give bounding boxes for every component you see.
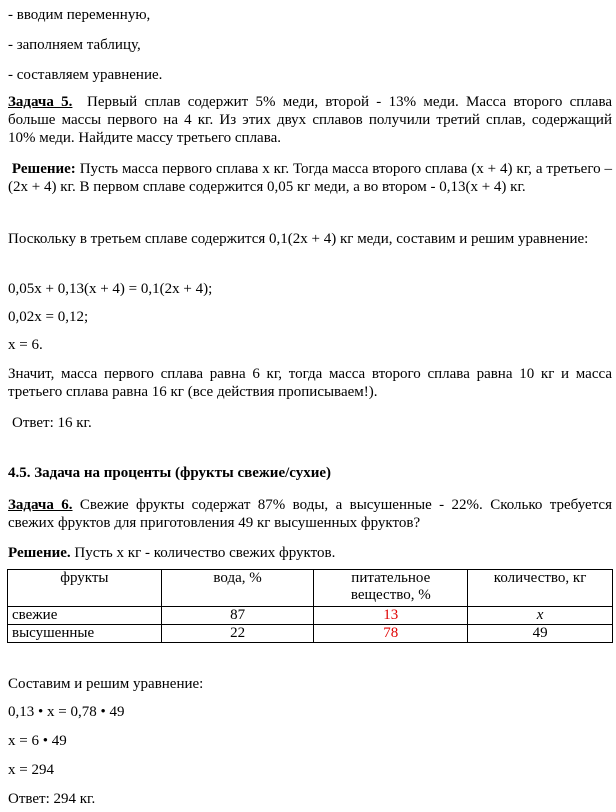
task6-equation-3: x = 294: [8, 762, 54, 778]
task5-equation-1: 0,05x + 0,13(x + 4) = 0,1(2x + 4);: [8, 281, 213, 297]
cell-water: 22: [161, 625, 314, 643]
task5-text: Первый сплав содержит 5% меди, второй - 13% меди. Масса второго сплава больше массы первого на 4 кг. Из этих двух сплавов получили третий сплав, содержащий 10% меди. Найдите массу третьего сплава.: [8, 94, 612, 146]
cell-nutrient: 13: [314, 607, 468, 625]
table-row: [8, 607, 613, 625]
cell-amount: 49: [468, 625, 613, 643]
task5-solution-label: Решение:: [11, 161, 76, 177]
cell-name: свежие: [8, 607, 162, 625]
step-equation: - составляем уравнение.: [8, 67, 163, 83]
task5-statement: [8, 93, 612, 147]
task6-solution-label: Решение.: [8, 545, 71, 561]
task6-label: Задача 6.: [8, 497, 73, 513]
task5-solution: [8, 160, 612, 196]
cell-name: высушенные: [8, 625, 162, 643]
task5-conclusion: Значит, масса первого сплава равна 6 кг, тогда масса второго сплава равна 10 кг и масса третьего сплава равна 16 кг (все действия прописываем!).: [8, 366, 612, 400]
table-row: [8, 625, 613, 643]
task5-solution-text: Пусть масса первого сплава x кг. Тогда масса второго сплава (x + 4) кг, а третьего – (2x + 4) кг. В первом сплаве содержится 0,05 кг меди, а во втором - 0,13(x + 4) кг.: [8, 161, 613, 195]
cell-amount: x: [468, 607, 613, 625]
fruits-table: [7, 569, 613, 643]
task5-paragraph: Поскольку в третьем сплаве содержится 0,1(2x + 4) кг меди, составим и решим уравнение:: [8, 231, 589, 247]
cell-nutrient: 78: [314, 625, 468, 643]
task6-compose: Составим и решим уравнение:: [8, 676, 204, 692]
cell-water: 87: [161, 607, 314, 625]
task6-answer: Ответ: 294 кг.: [8, 791, 96, 807]
header-nutrient: питательное вещество, %: [314, 570, 468, 607]
task6-equation-2: x = 6 • 49: [8, 733, 67, 749]
task5-equation-2: 0,02x = 0,12;: [8, 309, 89, 325]
section-heading: 4.5. Задача на проценты (фрукты свежие/сухие): [8, 465, 332, 481]
task5-equation-3: x = 6.: [8, 337, 43, 353]
table-header-row: [8, 570, 613, 607]
task5-answer: Ответ: 16 кг.: [12, 415, 92, 431]
task6-solution-text: Пусть x кг - количество свежих фруктов.: [74, 545, 336, 561]
task6-statement: [8, 496, 612, 532]
header-fruits: фрукты: [8, 570, 162, 607]
task6-solution: [8, 544, 335, 562]
task6-text: Свежие фрукты содержат 87% воды, а высушенные - 22%. Сколько требуется свежих фруктов для приготовления 49 кг высушенных фруктов?: [8, 497, 612, 531]
step-variable: - вводим переменную,: [8, 7, 151, 23]
header-amount: количество, кг: [468, 570, 613, 607]
step-table: - заполняем таблицу,: [8, 37, 141, 53]
header-water: вода, %: [161, 570, 314, 607]
task6-equation-1: 0,13 • x = 0,78 • 49: [8, 704, 125, 720]
task5-label: Задача 5.: [8, 94, 73, 110]
